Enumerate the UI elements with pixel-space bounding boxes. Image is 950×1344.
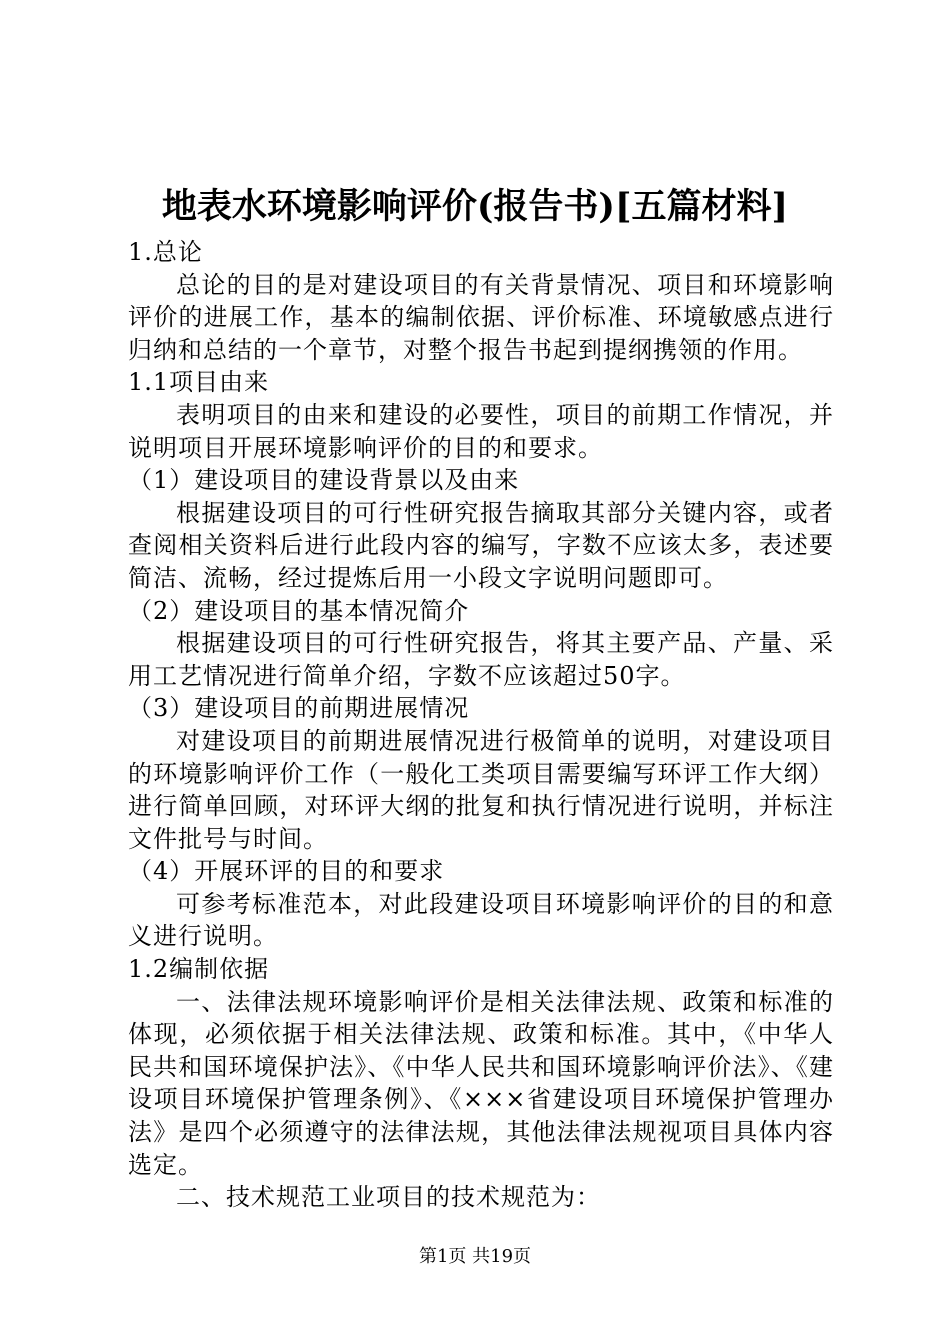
paragraph-overview: 总论的目的是对建设项目的有关背景情况、项目和环境影响评价的进展工作，基本的编制依据、评价标准、环境敏感点进行归纳和总结的一个章节，对整个报告书起到提纲携领的作用。	[128, 270, 834, 364]
paragraph-early-progress: 对建设项目的前期进展情况进行极简单的说明，对建设项目的环境影响评价工作（一般化工类项目需要编写环评工作大纲）进行简单回顾，对环评大纲的批复和执行情况进行说明，并标注文件批号与时间。	[128, 726, 834, 853]
paragraph-basic-situation: 根据建设项目的可行性研究报告，将其主要产品、产量、采用工艺情况进行简单介绍，字数不应该超过50字。	[128, 629, 834, 690]
paragraph-laws-regulations: 一、法律法规环境影响评价是相关法律法规、政策和标准的体现，必须依据于相关法律法规、政策和标准。其中，《中华人民共和国环境保护法》、《中华人民共和国环境影响评价法》、《建设项目环境保护管理条例》、《×××省建设项目环境保护管理办法》是四个必须遵守的法律法规，其他法律法规视项目具体内容选定。	[128, 987, 834, 1179]
section-heading-compilation-basis: 1.2编制依据	[128, 955, 270, 984]
paragraph-construction-background: 根据建设项目的可行性研究报告摘取其部分关键内容，或者查阅相关资料后进行此段内容的编写，字数不应该太多，表述要简洁、流畅，经过提炼后用一小段文字说明问题即可。	[128, 498, 834, 592]
section-heading-overview: 1.总论	[128, 238, 203, 266]
subheading-construction-background: （1）建设项目的建设背景以及由来	[128, 466, 520, 495]
paragraph-eia-purpose: 可参考标准范本，对此段建设项目环境影响评价的目的和意义进行说明。	[128, 889, 834, 951]
paragraph-project-origin: 表明项目的由来和建设的必要性，项目的前期工作情况，并说明项目开展环境影响评价的目的和要求。	[128, 400, 834, 462]
document-title: 地表水环境影响评价(报告书)[五篇材料]	[161, 186, 789, 227]
document-body	[128, 236, 834, 1214]
subheading-basic-situation: （2）建设项目的基本情况简介	[128, 596, 470, 625]
paragraph-technical-specs: 二、技术规范工业项目的技术规范为：	[176, 1183, 601, 1212]
page-footer: 第1页 共19页	[418, 1246, 532, 1267]
subheading-eia-purpose: （4）开展环评的目的和要求	[128, 857, 445, 886]
section-heading-project-origin: 1.1项目由来	[128, 368, 270, 397]
subheading-early-progress: （3）建设项目的前期进展情况	[128, 694, 470, 723]
